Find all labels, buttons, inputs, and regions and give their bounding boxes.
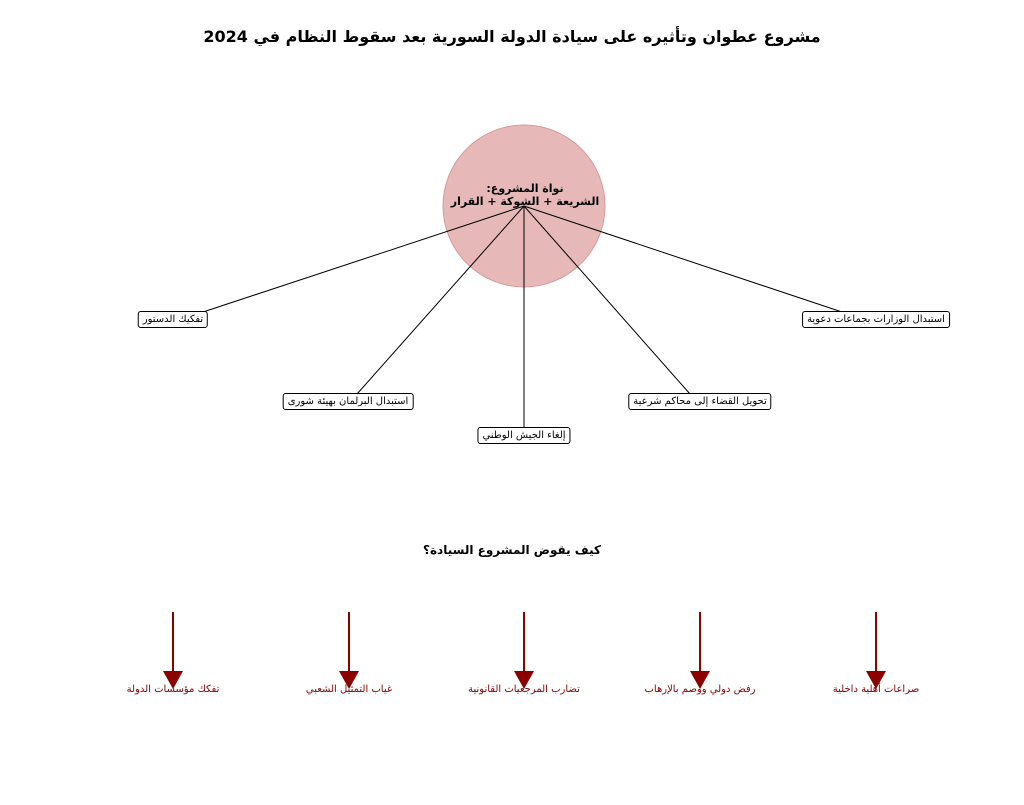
effect-arrow-representation <box>339 612 359 689</box>
effect-label-institutions: تفكك مؤسسات الدولة <box>126 684 220 695</box>
branch-node-army: إلغاء الجيش الوطني <box>477 427 570 444</box>
effect-label-international: رفض دولي ووصم بالإرهاب <box>644 684 756 695</box>
branch-node-ministries: استبدال الوزارات بجماعات دعوية <box>802 311 950 328</box>
diagram-title: مشروع عطوان وتأثيره على سيادة الدولة السورية بعد سقوط النظام في 2024 <box>203 27 821 46</box>
branch-line-parliament <box>357 206 524 394</box>
core-label-line1: نواة المشروع: <box>486 182 564 195</box>
branch-line-judiciary <box>524 206 690 394</box>
core-label-line2: الشريعة + الشوكة + القرار <box>450 195 600 208</box>
effect-arrow-legal <box>514 612 534 689</box>
effect-arrow-conflicts <box>866 612 886 689</box>
effect-arrow-international <box>690 612 710 689</box>
branch-node-parliament: استبدال البرلمان بهيئة شورى <box>283 393 414 410</box>
effect-label-conflicts: صراعات أهلية داخلية <box>832 684 920 695</box>
branch-node-judiciary: تحويل القضاء إلى محاكم شرعية <box>628 393 771 410</box>
section-subtitle: كيف يقوض المشروع السيادة؟ <box>423 543 601 557</box>
effect-arrow-institutions <box>163 612 183 689</box>
core-label <box>430 182 620 208</box>
effect-label-representation: غياب التمثيل الشعبي <box>305 684 393 695</box>
effect-label-legal: تضارب المرجعيات القانونية <box>468 684 580 695</box>
branch-node-constitution: تفكيك الدستور <box>138 311 208 328</box>
